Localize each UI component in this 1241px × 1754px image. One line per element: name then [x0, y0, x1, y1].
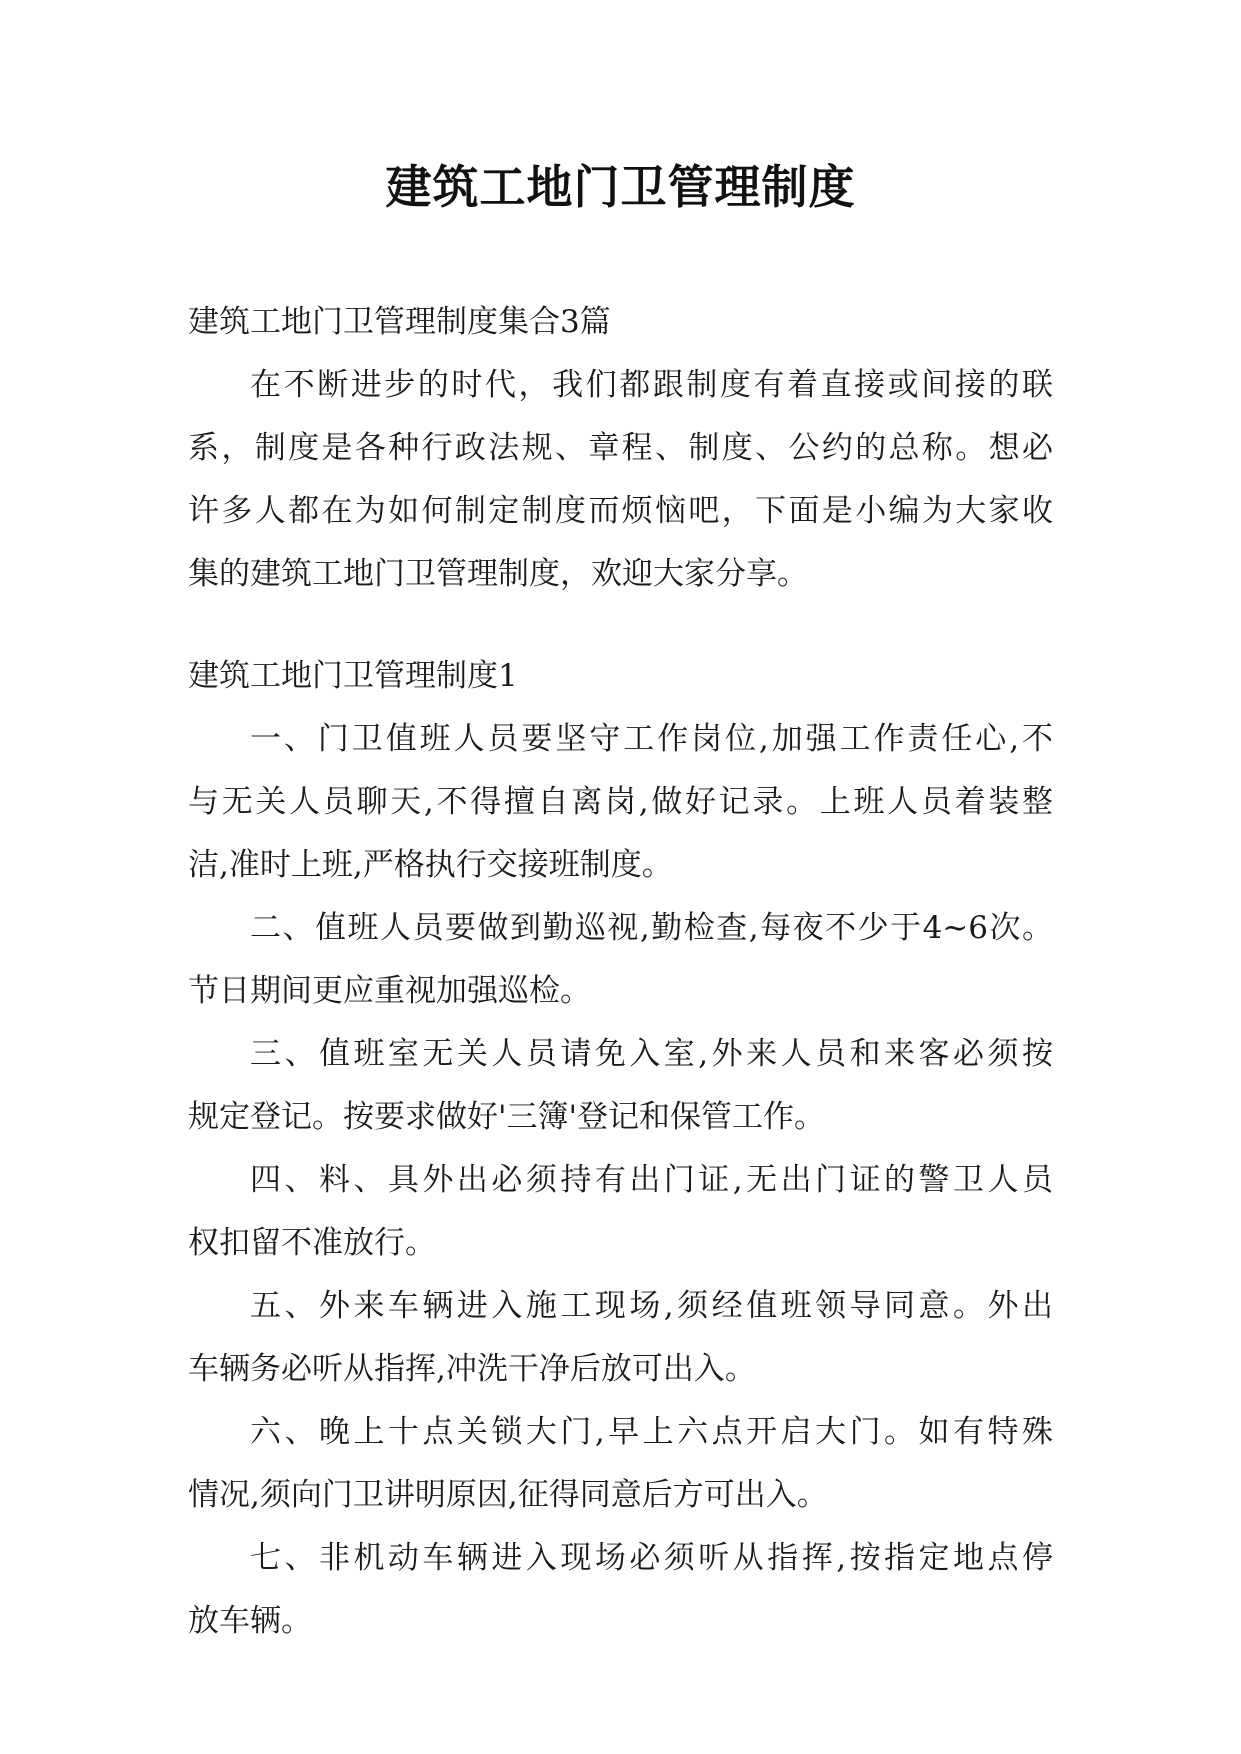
intro-line: 集的建筑工地门卫管理制度，欢迎大家分享。	[188, 556, 808, 592]
rule-line: 车辆务必听从指挥,冲洗干净后放可出入。	[188, 1351, 756, 1387]
rule-line: 六、晚上十点关锁大门,早上六点开启大门。如有特殊	[250, 1414, 1053, 1450]
intro-line: 许多人都在为如何制定制度而烦恼吧，下面是小编为大家收	[188, 493, 1053, 529]
rule-line: 放车辆。	[188, 1603, 312, 1639]
rule-line: 七、非机动车辆进入现场必须听从指挥,按指定地点停	[250, 1540, 1053, 1576]
document-subtitle: 建筑工地门卫管理制度集合3篇	[188, 304, 611, 340]
rule-line: 二、值班人员要做到勤巡视,勤检查,每夜不少于4~6次。	[250, 910, 1053, 946]
rule-line: 与无关人员聊天,不得擅自离岗,做好记录。上班人员着装整	[188, 784, 1053, 820]
rule-line: 一、门卫值班人员要坚守工作岗位,加强工作责任心,不	[250, 721, 1053, 757]
intro-line: 系，制度是各种行政法规、章程、制度、公约的总称。想必	[188, 430, 1053, 466]
rule-item-7	[188, 1527, 1053, 1653]
rule-line: 权扣留不准放行。	[188, 1225, 436, 1261]
document-body	[188, 291, 1053, 1653]
rule-line: 节日期间更应重视加强巡检。	[188, 973, 591, 1009]
intro-line: 在不断进步的时代，我们都跟制度有着直接或间接的联	[250, 367, 1053, 403]
rule-item-2	[188, 897, 1053, 1023]
intro-paragraph	[188, 354, 1053, 606]
rule-line: 规定登记。按要求做好'三簿'登记和保管工作。	[188, 1099, 826, 1135]
document-title: 建筑工地门卫管理制度	[385, 160, 856, 214]
rule-item-4	[188, 1149, 1053, 1275]
rule-item-6	[188, 1401, 1053, 1527]
rule-item-1	[188, 708, 1053, 897]
rule-line: 洁,准时上班,严格执行交接班制度。	[188, 847, 673, 883]
rule-line: 五、外来车辆进入施工现场,须经值班领导同意。外出	[250, 1288, 1053, 1324]
rule-item-5	[188, 1275, 1053, 1401]
rule-line: 三、值班室无关人员请免入室,外来人员和来客必须按	[250, 1036, 1053, 1072]
rule-line: 情况,须向门卫讲明原因,征得同意后方可出入。	[188, 1477, 828, 1513]
section-heading: 建筑工地门卫管理制度1	[188, 658, 518, 694]
rule-item-3	[188, 1023, 1053, 1149]
rule-line: 四、料、具外出必须持有出门证,无出门证的警卫人员	[250, 1162, 1053, 1198]
